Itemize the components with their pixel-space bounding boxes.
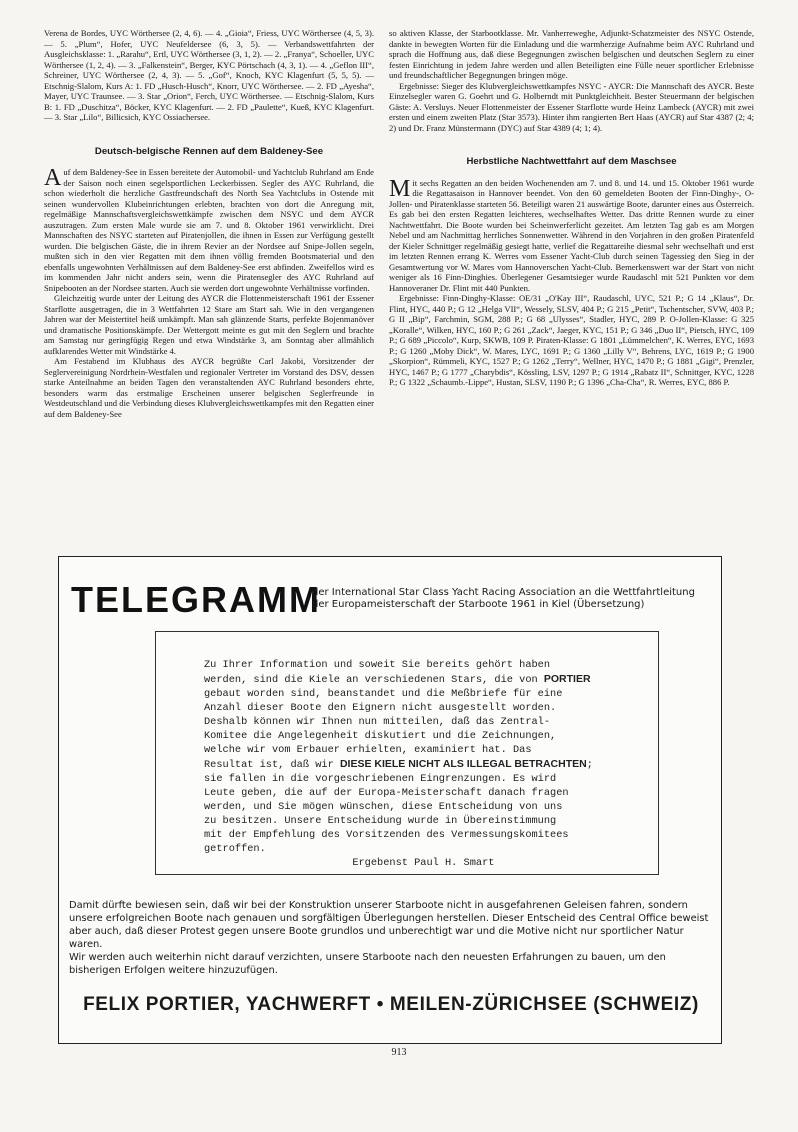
telegram-portier: PORTIER: [543, 673, 591, 685]
article-heading-maschsee: Herbstliche Nachtwettfahrt auf dem Maschsee: [466, 156, 677, 167]
ad-subtitle: der International Star Class Yacht Racing Association an die Wettfahrtleitung der Europameisterschaft der Starboote 1961 in Kiel (Übersetzung): [312, 587, 695, 610]
article-paragraph: Gleichzeitig wurde unter der Leitung des AYCR die Flottenmeisterschaft 1961 der Essener Starflotte ausgetragen, die in 3 Wettfahrten 12 Stare am Start sah. Wie in den vergangenen Jahren war der Meistertitel heiß umkämpft. Man sah glänzende Starts, perfekte Bojenmanöver und dramatische Positionskämpfe. Der Wettergott meinte es gut mit den Seglern und brachte am Samstag nur geringfügig Regen und etwa Windstärke 3, am Sonntag aber allmählich aufklarendes Wetter mit Windstärke 4.: [44, 293, 374, 356]
drop-cap: A: [44, 165, 62, 191]
article-paragraph: [389, 175, 754, 294]
telegram-emphasis: DIESE KIELE NICHT ALS ILLEGAL BETRACHTEN: [339, 758, 587, 770]
telegram-advertisement: [58, 556, 722, 1044]
article-paragraph: so aktiven Klasse, der Starbootklasse. Mr. Vanherreweghe, Adjunkt-Schatzmeister des NSYC Ostende, dankte in bewegten Worten für die Einladung und die warmherzige Aufnahme beim AYC Ruhrland und sprach die Hoffnung aus, daß diese Begegnungen zwischen belgischen und deutschen Seglern zu einer festen Einrichtung in jedem Jahre werden und allen Beteiligten eine Fülle neuer sportlicher Erlebnisse und freundschaftlicher Begegnungen bringen möge.: [389, 28, 754, 80]
telegram-text-part: gebaut worden sind, beanstandet und die Meßbriefe für eine Anzahl dieser Boote den Eignern nicht ausgestellt worden. Deshalb können wir Ihnen nun mitteilen, daß das Zentral- Komitee die Angelegenheit diskutiert und die Zeichnungen, welche wir vom Erbauer erhielten, examiniert hat. Das Resultat ist, daß wir: [204, 688, 563, 771]
regatta-results-paragraph: Verena de Bordes, UYC Wörthersee (2, 4, 6). — 4. „Gioia“, Friess, UYC Wörthersee (4, 5, 3). — 5. „Plum“, Hofer, UYC Neufeldersee (6, 3, 5). — Verbandswettfahrten der Ausgleichsklasse: 1. „Rarahu“, Ertl, UYC Wörthersee (3, 1, 2). — 2. „Franya“, Schoeller, UYC Wörthersee (1, 2, 4). — 3. „Falkenstein“, Berger, KYC Pörtschach (4, 3, 1). — 4. „Geflon III“, Schreiner, UYC Wörthersee (2, 4, 3). — 5. „Gof“, Knoch, KYC Klagenfurt (5, 5, 5). — Etschnig-Slalom, Kurs A: 1. FD „Husch-Husch“, Knorr, UYC Wörthersee. — 2. FD „Ayesha“, Mayer, UYC Traunsee. — 3. Star „Orion“, Ferch, UYC Wörthersee. — Etschnig-Slalom, Kurs B: 1. FD „Duschitza“, Böcker, KYC Klagenfurt. — 2. FD „Paulette“, Kueß, KYC Klagenfurt. — 3. Star „Lilo“, Billicsich, KYC Ossiachersee.: [44, 28, 374, 122]
article-heading-baldeney: Deutsch-belgische Rennen auf dem Baldeney-See: [94, 145, 324, 157]
article-paragraph: Am Festabend im Klubhaus des AYCR begrüßte Carl Jakobi, Vorsitzender der Seglervereinigung Nordrhein-Westfalen und regionaler Vertreter im Vorstand des DSV, dessen starke Anteilnahme an beiden Tagen den veranstaltenden AYC Ruhrland besonders ehrte, besonders warm das erstmalige Erscheinen unserer belgischen Seglerfreunde in Westdeutschland und die Verbindung dieses Klubvergleichswettkampfes mit den Regatten einer auf dem Baldeney-See: [44, 356, 374, 419]
results-paragraph: Ergebnisse: Finn-Dinghy-Klasse: OE/31 „O'Kay III“, Raudaschl, UYC, 521 P.; G 14 „Klaus“, Dr. Flint, HYC, 440 P.; G 12 „Helga VII“, Wessely, SLSV, 404 P.; G 215 „Petit“, Tschentscher, SVW, 403 P.; G II „Bip“, Farchmin, SGM, 288 P.; G 68 „Ulysses“, Stadler, HYC, 289 P. O-Jollen-Klasse: G 325 „Koralle“, Wilken, HYC, 160 P.; G 261 „Zack“, Jaeger, KYC, 151 P.; G 346 „Duo II“, Pietsch, HYC, 109 P.; G 689 „Piccolo“, Kurp, SKWB, 109 P. Piraten-Klasse: G 1801 „Lümmelchen“, K. Werres, EYC, 1693 P.; G 1260 „Moby Dick“, W. Mares, LYC, 1691 P.; G 1360 „Lilly V“, Behrens, LYC, 1619 P.; G 1900 „Skorpion“, Rümmeli, KYC, 1527 P.; G 1262 „Terry“, Wellner, HYC, 1470 P.; G 1881 „Gigi“, Prenzler, HYC, 1467 P.; G 1777 „Charybdis“, Kössling, LSV, 1297 P.; G 1914 „Rabatz II“, Schnittger, KYC, 1228 P.; G 1322 „Schaumb.-Lippe“, Hustan, SLSV, 1190 P.; G 1396 „Cha-Cha“, R. Werres, EYC, 886 P.: [389, 293, 754, 387]
ad-body-paragraph: Damit dürfte bewiesen sein, daß wir bei der Konstruktion unserer Starboote nicht in ausgefahrenen Geleisen fahren, sondern unsere erfolgreichen Boote nach genauen und sorgfältigen Überlegungen herstellen. Dieser Entscheid des Central Office beweist aber auch, daß dieser Protest gegen unsere Boote grundlos und unberechtigt war und die Motive nicht nur sportlicher Natur waren.: [69, 900, 709, 950]
telegram-signature-indent: [204, 857, 352, 869]
telegram-signature: Ergebenst Paul H. Smart: [352, 857, 495, 869]
ad-body: [69, 899, 709, 977]
drop-cap: M: [389, 175, 411, 202]
article-paragraph-text: uf dem Baldeney-See in Essen bereitete der Automobil- und Yachtclub Ruhrland am Ende der Saison noch einen segelsportlichen Leckerbissen. Segler des AYC Ruhrland, die schon wiederholt die herzliche Gastfreundschaft des North Sea Yachtclubs in Ostende mit seinen wundervollen Klubeinrichtungen erlebten, brachten von dort die Anregung mit, regelmäßige Mannschaftsvergleichswettkämpfe zwischen dem NSYC und dem AYCR auszutragen. Zum ersten Male wurde sie am 7. und 8. Oktober 1961 verwirklicht. Drei Mannschaften des NSYC starteten auf Piratenjollen, die ihnen in Essen zur Verfügung gestellt wurden. Die belgischen Gäste, die in ihrem Revier an der Nordsee auf Snipe-Jollen segeln, mußten sich in den vier Regatten mit dem ihnen völlig fremden Bootsmaterial und den ebenfalls ungewohnten Verhältnissen auf dem Baldeney-See erst abfinden. Zweifellos wird es im kommenden Jahr nicht anders sein, wenn die Piratensegler des AYC Ruhrland auf Snipebooten an der Nordsee starten. Auch sie werden dort ungewohnte Verhältnisse vorfinden.: [44, 167, 374, 293]
ad-body-paragraph: Wir werden auch weiterhin nicht darauf verzichten, unsere Starboote nach den neuesten Erfahrungen zu bauen, um den bisherigen Erfolgen weitere hinzuzufügen.: [69, 952, 666, 976]
ad-title: TELEGRAMM: [71, 579, 321, 620]
telegram-text-part: Zu Ihrer Information und soweit Sie bereits gehört haben werden, sind die Kiele an verschiedenen Stars, die von: [204, 659, 551, 686]
article-paragraph-text: it sechs Regatten an den beiden Wochenenden am 7. und 8. und 14. und 15. Oktober 1961 wurde die Regattasaison in Hannover beendet. Von den 60 gemeldeten Booten der Finn-Dinghy-, O-Jollen- und Piratenklasse starteten 56. Beteiligt waren 21 auswärtige Boote, darunter eines aus Österreich. Es gab bei den ersten Regatten leichteres, wechselhaftes Wetter. Das dritte Rennen wurde zu einer Nachtwettfahrt. Die Boote wurden bei Scheinwerferlicht gezeitet. Am letzten Tag gab es am Morgen Nebel und am Nachmittag herrliches Sonnenwetter. Während in den Vorjahren in den großen Piratenfeld der Kieler Schnittger regelmäßig gesiegt hatte, verlief die Regattareihe diesmal sehr wechselhaft und erst im letzten Rennen errang K. Werres vom Essener Yacht-Club durch seinen Tagessieg den Sieg in der Gesamtwertung vor W. Mares vom Hannoverschen Yacht-Club. Bemerkenswert war der Start von nicht weniger als 16 Finn-Dinghies. Überlegener Gesamtsieger wurde Raudaschl mit 521 Punkten vor dem Hannoveraner Dr. Flint mit 440 Punkten.: [389, 177, 754, 293]
page-number: 913: [391, 1047, 407, 1058]
telegram-message-box: [155, 631, 659, 875]
telegram-text: [204, 658, 644, 870]
article-paragraph: [44, 167, 374, 293]
results-paragraph: Ergebnisse: Sieger des Klubvergleichswettkampfes NSYC - AYCR: Die Mannschaft des AYCR. Beste Einzelsegler waren G. Goehrt und G. Holberndt mit Punktgleichheit. Bester Steuermann der belgischen Gäste: A. Versluys. Neuer Flottenmeister der Essener Starflotte wurde Heinz Lambeck (AYCR) mit zwei ersten und einem zweiten Platz (Star 3573). Hinter ihm rangierten Bert Haas (AYCR) auf Star 4387 (2; 4; 2) und Dr. Franz Münstermann (DYC) auf Star 4389 (4; 1; 4).: [389, 80, 754, 133]
ad-footer-company: FELIX PORTIER, YACHWERFT • MEILEN-ZÜRICHSEE (SCHWEIZ): [83, 994, 699, 1015]
right-column: [389, 28, 754, 388]
telegram-text-part: ; sie fallen in die vorgeschriebenen Eingrenzungen. Es wird Leute geben, die auf der Europa-Meisterschaft danach fragen werden, und Sie mögen wünschen, diese Entscheidung von uns zu besitzen. Unsere Entscheidung wurde in Übereinstimmung mit der Empfehlung des Vorsitzenden des Vermessungskomitees getroffen.: [204, 759, 593, 855]
left-column: [44, 28, 374, 419]
